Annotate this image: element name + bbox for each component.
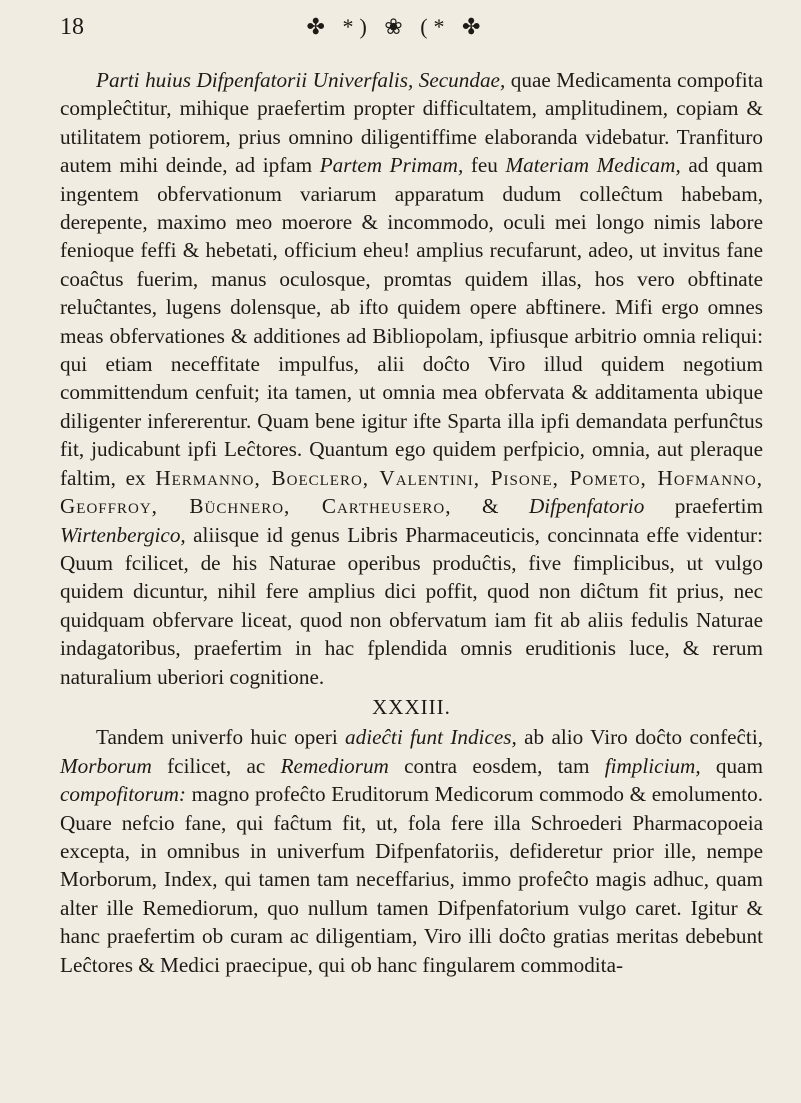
italic-text: Materiam Medicam, xyxy=(505,153,681,178)
text-run: & xyxy=(451,494,529,519)
text-run: fcilicet, ac xyxy=(151,753,281,778)
page-number: 18 xyxy=(60,14,84,40)
paragraph-2 xyxy=(60,723,763,979)
text-run: feu xyxy=(463,153,506,178)
text-run: praefertim xyxy=(644,494,763,519)
paragraph-1 xyxy=(60,66,763,691)
author-names: Hermanno, Boeclero, Valentini, Pisone, Pometo, Hofmanno, Geoffroy, Büchnero, Cartheusero, xyxy=(60,465,763,519)
italic-text: adieĉti funt Indices, xyxy=(345,725,517,750)
text-run: Tandem univerfo huic operi xyxy=(96,725,346,750)
italic-text: Wirtenbergico, xyxy=(60,522,186,547)
body-text xyxy=(60,66,763,979)
italic-text: fimplicium, xyxy=(604,753,701,778)
header-ornament: ✤ *) ❀ (* ✤ xyxy=(306,14,487,39)
italic-text: Remediorum xyxy=(280,753,389,778)
section-number: XXXIII. xyxy=(372,694,451,719)
italic-text: Morborum xyxy=(60,753,152,778)
text-run: contra eosdem, tam xyxy=(388,753,605,778)
text-run: quam xyxy=(700,753,764,778)
text-run: ad quam ingentem obfervationum variarum apparatum dudum colleĉtum habebam, derepente, maximo meo moerore & incommodo, oculi mei longo nimis labore fenioque feffi & hebetati, officium eheu! amplius recufarunt, adeo, ut invitus fane coaĉtus fuerim, manus oculosque, promtas quidem illas, hos vero obftinate reluĉtantes, lugens dolensque, ab ifto quidem opere abftinere. Mifi ergo omnes meas obfervationes & additiones ad Bibliopolam, ipfiusque arbitrio omnia reliqui: qui etiam neceffitate impulfus, alii doĉto Viro illud quidem negotium committendum cenfuit; ita tamen, ut omnia mea obfervata & additamenta ubique diligenter infererentur. Quam bene igitur ifte Sparta illa ipfi demandata perfunĉtus fit, judicabunt ipfi Leĉtores. Quantum ego quidem perfpicio, omnia, aut pleraque faltim, ex xyxy=(60,153,763,490)
text-run: aliisque id genus Libris Pharmaceuticis, concinnata effe videntur: Quum fcilicet, de his Naturae operibus produĉtis, five fimplicibus, ut vulgo quidem dicuntur, nihil fere amplius dici poffit, quod non diĉtum fit prius, nec quidquam obfervare liceat, quod non obfervatum iam fit ab aliis fedulis Naturae indagatoribus, praefertim in hac fplendida omnis eruditionis luce, & rerum naturalium uberiori cognitione. xyxy=(60,522,763,689)
text-run: ab alio Viro doĉto confeĉti, xyxy=(516,725,763,750)
italic-text: Parti huius Difpenfatorii Univerfalis, Secundae, xyxy=(96,68,506,92)
italic-text: Difpenfatorio xyxy=(528,494,645,519)
text-run: quae Medicamenta compofita compleĉtitur, mihique praefertim propter difficultatem, amplitudinem, copiam & utilitatem potiorem, prius omnino diligentiffime elaboranda videbatur. Tranfituro autem mihi deinde, ad ipfam xyxy=(60,68,763,178)
italic-text: Partem Primam, xyxy=(319,153,464,178)
italic-text: compofitorum: xyxy=(60,782,186,807)
page-header xyxy=(60,6,763,66)
text-run: magno profeĉto Eruditorum Medicorum commodo & emolumento. Quare nefcio fane, qui faĉtum fit, ut, fola fere illa Schroederi Pharmacopoeia excepta, in omnibus in univerfum Difpenfatoriis, defideretur prior ille, nempe Morborum, Index, qui tamen tam neceffarius, immo profeĉto magis adhuc, quam alter ille Remediorum, quo nullum tamen Difpenfatorium vulgo caret. Igitur & hanc praefertim ob curam ac diligentiam, Viro illi doĉto gratias meritas debebunt Leĉtores & Medici praecipue, qui ob hanc fingularem commodita- xyxy=(60,782,763,977)
